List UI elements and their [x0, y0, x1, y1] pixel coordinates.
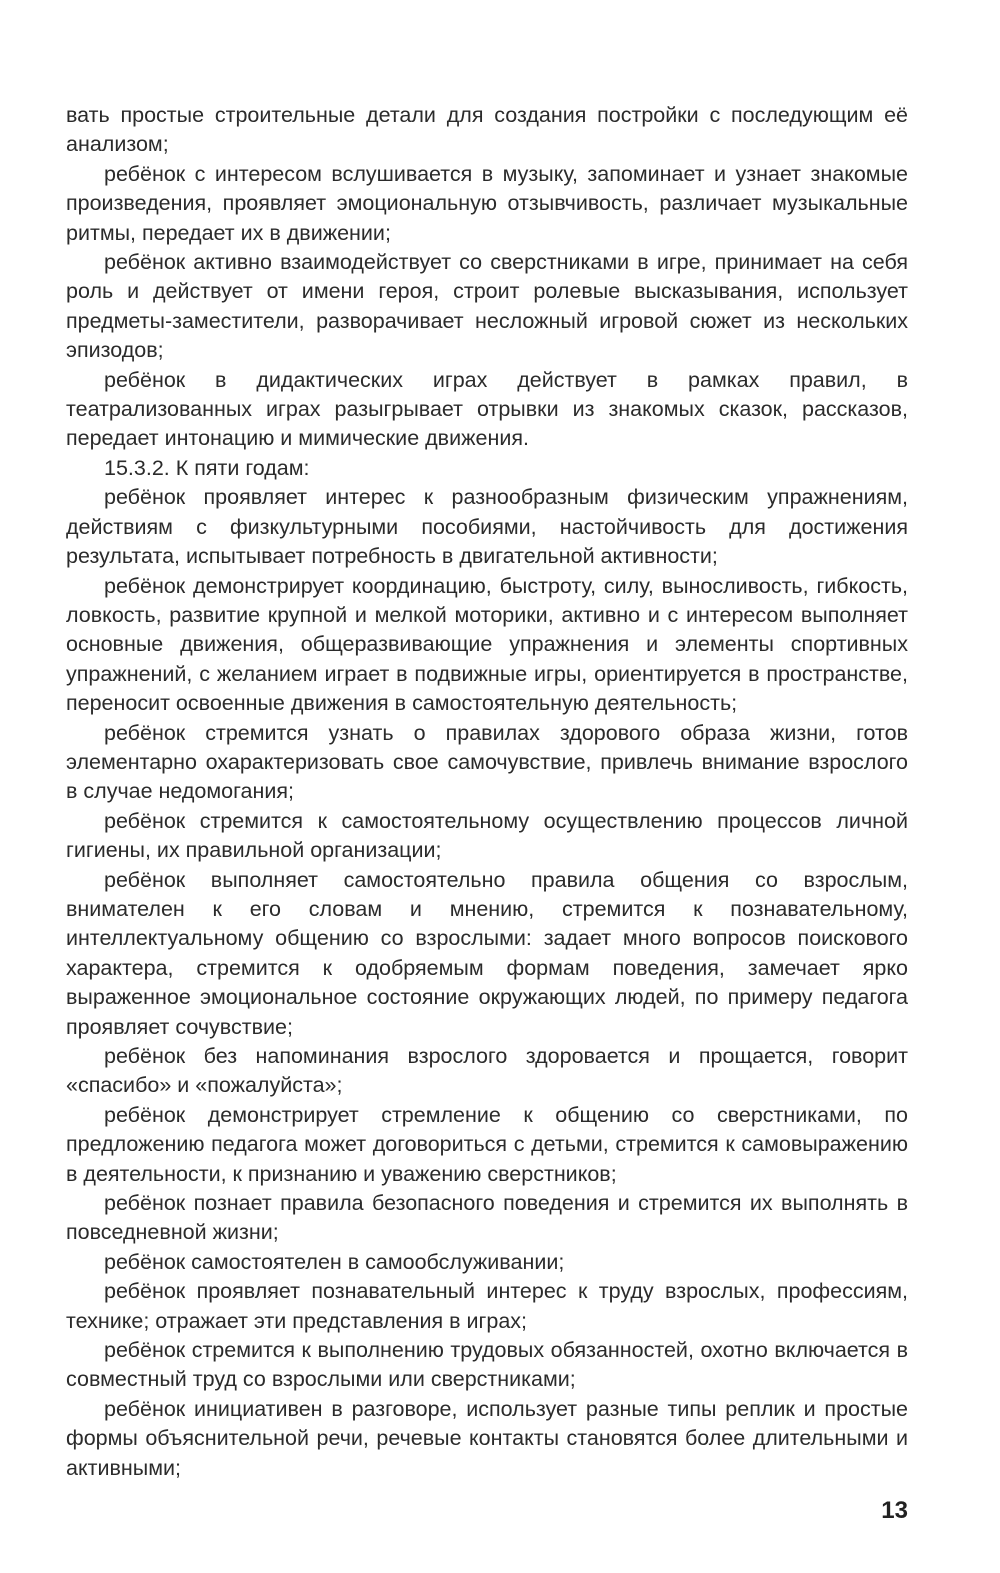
page-body	[66, 101, 908, 1483]
page-number: 13	[881, 1497, 908, 1524]
section-heading: 15.3.2. К пяти годам:	[104, 455, 310, 480]
paragraph: ребёнок познает правила безопасного поведения и стремится их выполнять в повседневной жизни;	[66, 1191, 908, 1245]
paragraph: вать простые строительные детали для создания постройки с последующим её анализом;	[66, 103, 908, 157]
paragraph: ребёнок без напоминания взрослого здоровается и прощается, говорит «спасибо» и «пожалуйста»;	[66, 1044, 908, 1098]
paragraph: ребёнок в дидактических играх действует в рамках правил, в театрализованных играх разыгрывает отрывки из знакомых сказок, рассказов, передает интонацию и мимические движения.	[66, 367, 908, 451]
paragraph: ребёнок стремится к самостоятельному осуществлению процессов личной гигиены, их правильной организации;	[66, 808, 908, 863]
paragraph: ребёнок проявляет познавательный интерес к труду взрослых, профессиям, технике; отражает эти представления в играх;	[66, 1279, 908, 1333]
paragraph: ребёнок инициативен в разговоре, использует разные типы реплик и простые формы объяснительной речи, речевые контакты становятся более длительными и активными;	[66, 1396, 908, 1480]
paragraph: ребёнок проявляет интерес к разнообразным физическим упражнениям, действиям с физкультурными пособиями, настойчивость для достижения результата, испытывает потребность в двигательной активности;	[66, 485, 908, 569]
paragraph: ребёнок с интересом вслушивается в музыку, запоминает и узнает знакомые произведения, проявляет эмоциональную отзывчивость, различает музыкальные ритмы, передает их в движении;	[66, 161, 908, 245]
paragraph: ребёнок стремится к выполнению трудовых обязанностей, охотно включается в совместный труд со взрослыми или сверстниками;	[66, 1338, 908, 1392]
paragraph: ребёнок демонстрирует координацию, быстроту, силу, выносливость, гибкость, ловкость, развитие крупной и мелкой моторики, активно и с интересом выполняет основные движения, общеразвивающие упражнения и элементы спортивных упражнений, с желанием играет в подвижные игры, ориентируется в пространстве, переносит освоенные движения в самостоятельную деятельность;	[66, 573, 908, 716]
paragraph: ребёнок выполняет самостоятельно правила общения со взрослым, внимателен к его словам и мнению, стремится к познавательному, интеллектуальному общению со взрослыми: задает много вопросов поискового характера, стремится к одобряемым формам поведения, замечает ярко выраженное эмоциональное состояние окружающих людей, по примеру педагога проявляет сочувствие;	[66, 867, 908, 1039]
paragraph: ребёнок стремится узнать о правилах здорового образа жизни, готов элементарно охарактеризовать свое самочувствие, привлечь внимание взрослого в случае недомогания;	[66, 720, 908, 804]
paragraph: ребёнок демонстрирует стремление к общению со сверстниками, по предложению педагога может договориться с детьми, стремится к самовыражению в деятельности, к признанию и уважению сверстников;	[66, 1102, 908, 1186]
paragraph: ребёнок самостоятелен в самообслуживании;	[104, 1249, 565, 1274]
paragraph: ребёнок активно взаимодействует со сверстниками в игре, принимает на себя роль и действует от имени героя, строит ролевые высказывания, использует предметы-заместители, разворачивает несложный игровой сюжет из нескольких эпизодов;	[66, 250, 908, 363]
